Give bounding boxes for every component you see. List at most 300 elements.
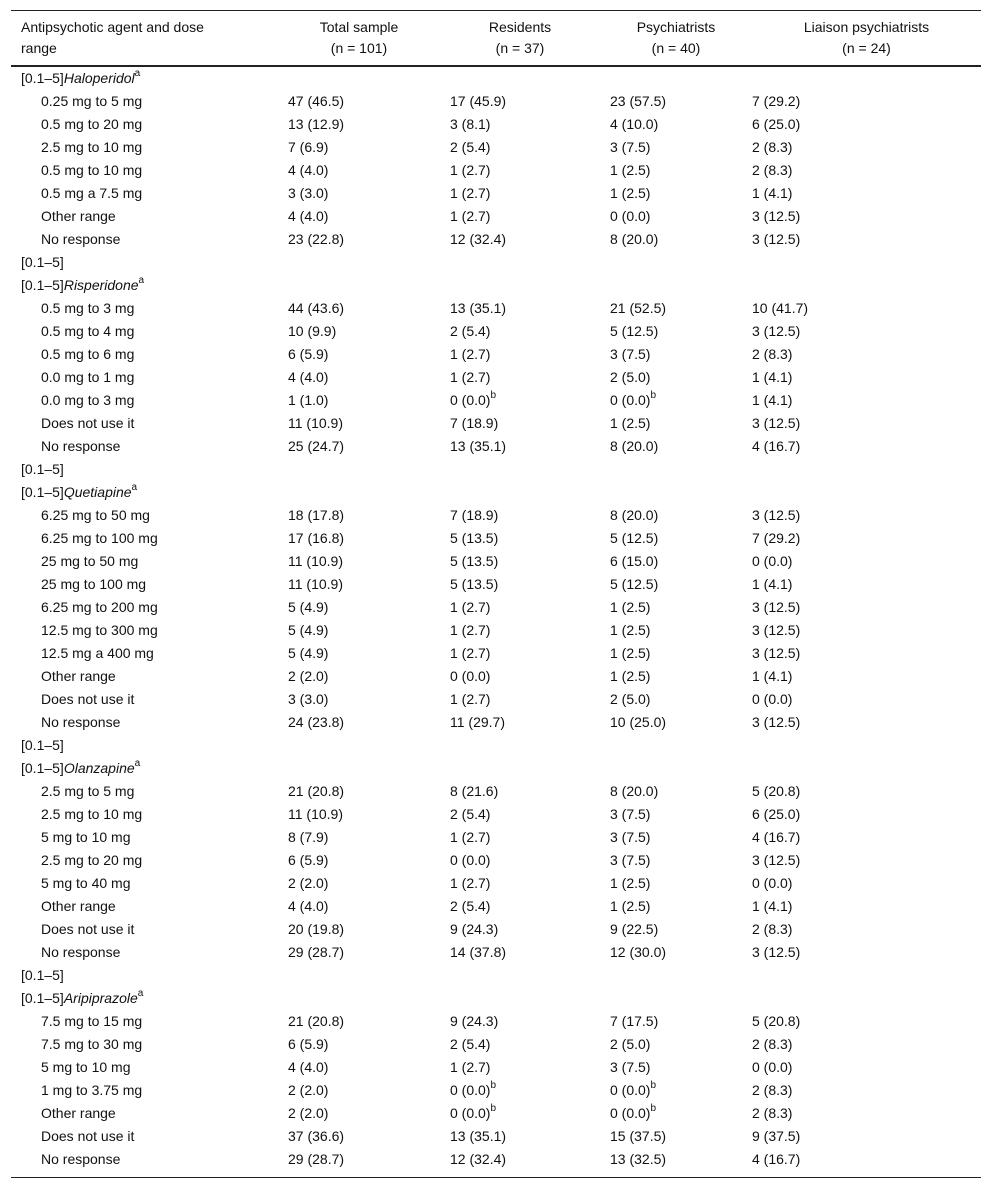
cell-value: 4 (4.0) [288, 898, 329, 914]
table-row [11, 665, 981, 688]
residents-cell [440, 136, 600, 159]
table-row [11, 412, 981, 435]
residents-cell [440, 803, 600, 826]
total-sample-cell [278, 895, 440, 918]
drug-heading [11, 66, 278, 90]
residents-cell [440, 1102, 600, 1125]
psychiatrists-cell [600, 435, 752, 458]
table-row [11, 688, 981, 711]
psychiatrists-cell [600, 136, 752, 159]
residents-cell [440, 389, 600, 412]
total-sample-cell [278, 803, 440, 826]
footnote-marker: b [490, 390, 497, 402]
cell-value: 3 (7.5) [610, 829, 651, 845]
dose-range-label: 0.5 mg a 7.5 mg [41, 185, 143, 201]
table-row [11, 711, 981, 734]
cell-value: 1 (2.7) [450, 691, 491, 707]
empty-cell [600, 964, 752, 987]
liaison-cell [752, 872, 981, 895]
liaison-cell [752, 366, 981, 389]
psychiatrists-cell [600, 895, 752, 918]
liaison-cell [752, 619, 981, 642]
table-row [11, 343, 981, 366]
cell-value: 3 (12.5) [752, 231, 801, 247]
cell-value: 9 (22.5) [610, 921, 659, 937]
dose-range-label: 1 mg to 3.75 mg [41, 1082, 143, 1098]
psychiatrists-cell [600, 228, 752, 251]
cell-value: 0 (0.0) [752, 1059, 793, 1075]
total-sample-cell [278, 688, 440, 711]
header-liaison-psychiatrists: Liaison psychiatrists (n = 24) [803, 19, 930, 56]
cell-value: 11 (29.7) [450, 714, 505, 730]
liaison-cell [752, 596, 981, 619]
cell-value: 3 (3.0) [288, 691, 329, 707]
cell-value: 1 (2.7) [450, 208, 491, 224]
cell-value: 13 (32.5) [610, 1151, 667, 1167]
cell-value: 2 (8.3) [752, 1105, 793, 1121]
liaison-cell [752, 1148, 981, 1178]
total-sample-cell [278, 1079, 440, 1102]
total-sample-cell [278, 596, 440, 619]
cell-value: 1 (2.5) [610, 898, 651, 914]
table-body [11, 66, 981, 1178]
drug-heading-row [11, 274, 981, 297]
empty-cell [600, 734, 752, 757]
total-sample-cell [278, 872, 440, 895]
footnote-marker: a [137, 988, 144, 1000]
cell-value: 1 (2.7) [450, 1059, 491, 1075]
group-separator-row [11, 251, 981, 274]
empty-cell [600, 274, 752, 297]
total-sample-cell [278, 412, 440, 435]
separator-prefix [11, 458, 278, 481]
liaison-cell [752, 389, 981, 412]
psychiatrists-cell [600, 803, 752, 826]
cell-value: 0 (0.0) [610, 1105, 651, 1121]
psychiatrists-cell [600, 205, 752, 228]
total-sample-cell [278, 205, 440, 228]
liaison-cell [752, 803, 981, 826]
cell-value: 3 (7.5) [610, 346, 651, 362]
table-row [11, 113, 981, 136]
dose-range-label: 0.0 mg to 1 mg [41, 369, 135, 385]
dose-range-label: 2.5 mg to 10 mg [41, 806, 143, 822]
cell-value: 29 (28.7) [288, 1151, 345, 1167]
table-row [11, 918, 981, 941]
total-sample-cell [278, 941, 440, 964]
cell-value: 1 (4.1) [752, 392, 793, 408]
footnote-marker: b [650, 1103, 657, 1115]
cell-value: 13 (35.1) [450, 438, 507, 454]
table-row [11, 228, 981, 251]
residents-cell [440, 941, 600, 964]
psychiatrists-cell [600, 596, 752, 619]
psychiatrists-cell [600, 182, 752, 205]
cell-value: 1 (2.7) [450, 346, 491, 362]
cell-value: 3 (7.5) [610, 852, 651, 868]
empty-cell [278, 66, 440, 90]
psychiatrists-cell [600, 320, 752, 343]
dose-range-label: 25 mg to 100 mg [41, 576, 147, 592]
table-row [11, 1033, 981, 1056]
total-sample-cell [278, 642, 440, 665]
header-residents: Residents (n = 37) [488, 19, 552, 56]
table-header [11, 11, 981, 67]
cell-value: 6 (25.0) [752, 806, 801, 822]
residents-cell [440, 205, 600, 228]
cell-value: 1 (4.1) [752, 369, 793, 385]
table-row [11, 366, 981, 389]
dose-range-label: 5 mg to 40 mg [41, 875, 131, 891]
residents-cell [440, 619, 600, 642]
empty-cell [600, 66, 752, 90]
cell-value: 5 (4.9) [288, 645, 329, 661]
psychiatrists-cell [600, 550, 752, 573]
psychiatrists-cell [600, 1033, 752, 1056]
cell-value: 2 (2.0) [288, 1105, 329, 1121]
empty-cell [752, 757, 981, 780]
antipsychotic-dose-table [11, 10, 981, 1178]
liaison-cell [752, 320, 981, 343]
cell-value: 1 (2.5) [610, 645, 651, 661]
cell-value: 4 (4.0) [288, 208, 329, 224]
cell-value: 5 (4.9) [288, 599, 329, 615]
dose-range-label: 7.5 mg to 15 mg [41, 1013, 143, 1029]
liaison-cell [752, 1125, 981, 1148]
liaison-cell [752, 159, 981, 182]
group-separator-row [11, 734, 981, 757]
cell-value: 2 (5.4) [450, 323, 491, 339]
cell-value: 11 (10.9) [288, 553, 343, 569]
residents-cell [440, 849, 600, 872]
cell-value: 13 (12.9) [288, 116, 345, 132]
footnote-marker: a [138, 275, 145, 287]
cell-value: 8 (20.0) [610, 231, 659, 247]
cell-value: 17 (16.8) [288, 530, 345, 546]
cell-value: 3 (12.5) [752, 507, 801, 523]
residents-cell [440, 320, 600, 343]
cell-value: 8 (7.9) [288, 829, 329, 845]
cell-value: 1 (1.0) [288, 392, 329, 408]
drug-heading [11, 481, 278, 504]
cell-value: 2 (2.0) [288, 875, 329, 891]
psychiatrists-cell [600, 665, 752, 688]
drug-name: Olanzapine [63, 760, 135, 776]
cell-value: 2 (5.0) [610, 1036, 651, 1052]
total-sample-cell [278, 1033, 440, 1056]
residents-cell [440, 895, 600, 918]
dose-range-label: 7.5 mg to 30 mg [41, 1036, 143, 1052]
psychiatrists-cell [600, 642, 752, 665]
cell-value: 13 (35.1) [450, 300, 507, 316]
table-row [11, 1102, 981, 1125]
cell-value: 1 (2.7) [450, 829, 491, 845]
footnote-marker: b [490, 1103, 497, 1115]
cell-value: 3 (7.5) [610, 1059, 651, 1075]
table-row [11, 941, 981, 964]
cell-value: 2 (5.0) [610, 691, 651, 707]
cell-value: 9 (24.3) [450, 1013, 499, 1029]
total-sample-cell [278, 113, 440, 136]
cell-value: 0 (0.0) [450, 852, 491, 868]
residents-cell [440, 642, 600, 665]
total-sample-cell [278, 1056, 440, 1079]
liaison-cell [752, 205, 981, 228]
empty-cell [278, 251, 440, 274]
cell-value: 0 (0.0) [450, 1105, 491, 1121]
drug-name: Quetiapine [63, 484, 132, 500]
liaison-cell [752, 918, 981, 941]
total-sample-cell [278, 90, 440, 113]
liaison-cell [752, 895, 981, 918]
total-sample-cell [278, 780, 440, 803]
footnote-marker: a [134, 68, 141, 80]
table-row [11, 895, 981, 918]
psychiatrists-cell [600, 1010, 752, 1033]
cell-value: 3 (12.5) [752, 323, 801, 339]
psychiatrists-cell [600, 113, 752, 136]
total-sample-cell [278, 1010, 440, 1033]
cell-value: 4 (16.7) [752, 438, 801, 454]
table-row [11, 1079, 981, 1102]
cell-value: 4 (16.7) [752, 1151, 801, 1167]
empty-cell [600, 481, 752, 504]
total-sample-cell [278, 435, 440, 458]
cell-value: 5 (12.5) [610, 530, 659, 546]
cell-value: 2 (2.0) [288, 1082, 329, 1098]
dose-range-label: 6.25 mg to 50 mg [41, 507, 150, 523]
cell-value: 12 (32.4) [450, 1151, 507, 1167]
cell-value: 25 (24.7) [288, 438, 345, 454]
cell-value: 3 (12.5) [752, 208, 801, 224]
cell-value: 11 (10.9) [288, 415, 343, 431]
cell-value: 1 (2.5) [610, 185, 651, 201]
cell-value: 3 (12.5) [752, 944, 801, 960]
psychiatrists-cell [600, 366, 752, 389]
table-row [11, 504, 981, 527]
range-prefix: [0.1–5] [21, 277, 64, 293]
table-row [11, 136, 981, 159]
empty-cell [600, 458, 752, 481]
cell-value: 47 (46.5) [288, 93, 345, 109]
total-sample-cell [278, 228, 440, 251]
footnote-marker: a [131, 482, 138, 494]
table-row [11, 182, 981, 205]
liaison-cell [752, 941, 981, 964]
drug-heading [11, 274, 278, 297]
cell-value: 9 (37.5) [752, 1128, 801, 1144]
header-agent: Antipsychotic agent and dose range [21, 19, 204, 56]
table-row [11, 619, 981, 642]
cell-value: 1 (2.7) [450, 162, 491, 178]
liaison-cell [752, 1033, 981, 1056]
table-row [11, 1056, 981, 1079]
cell-value: 29 (28.7) [288, 944, 345, 960]
dose-range-label: 0.5 mg to 10 mg [41, 162, 143, 178]
residents-cell [440, 1056, 600, 1079]
total-sample-cell [278, 1102, 440, 1125]
cell-value: 11 (10.9) [288, 806, 343, 822]
cell-value: 4 (4.0) [288, 369, 329, 385]
cell-value: 10 (9.9) [288, 323, 337, 339]
liaison-cell [752, 665, 981, 688]
residents-cell [440, 343, 600, 366]
cell-value: 5 (12.5) [610, 576, 659, 592]
empty-cell [278, 274, 440, 297]
psychiatrists-cell [600, 619, 752, 642]
psychiatrists-cell [600, 826, 752, 849]
cell-value: 14 (37.8) [450, 944, 507, 960]
cell-value: 1 (2.5) [610, 599, 651, 615]
range-prefix: [0.1–5] [21, 461, 64, 477]
residents-cell [440, 1148, 600, 1178]
empty-cell [752, 251, 981, 274]
empty-cell [278, 987, 440, 1010]
psychiatrists-cell [600, 343, 752, 366]
psychiatrists-cell [600, 918, 752, 941]
liaison-cell [752, 550, 981, 573]
cell-value: 0 (0.0) [610, 208, 651, 224]
table-row [11, 435, 981, 458]
table-row [11, 1125, 981, 1148]
dose-range-label: 12.5 mg to 300 mg [41, 622, 158, 638]
cell-value: 6 (25.0) [752, 116, 801, 132]
liaison-cell [752, 849, 981, 872]
cell-value: 7 (18.9) [450, 507, 499, 523]
psychiatrists-cell [600, 780, 752, 803]
dose-range-label: No response [41, 714, 121, 730]
empty-cell [752, 734, 981, 757]
empty-cell [600, 757, 752, 780]
cell-value: 17 (45.9) [450, 93, 507, 109]
range-prefix: [0.1–5] [21, 70, 64, 86]
empty-cell [278, 964, 440, 987]
cell-value: 21 (20.8) [288, 1013, 345, 1029]
table-row [11, 320, 981, 343]
psychiatrists-cell [600, 412, 752, 435]
cell-value: 0 (0.0) [752, 875, 793, 891]
liaison-cell [752, 688, 981, 711]
range-prefix: [0.1–5] [21, 990, 64, 1006]
drug-name: Haloperidol [63, 70, 135, 86]
cell-value: 1 (2.5) [610, 668, 651, 684]
table-row [11, 872, 981, 895]
table-row [11, 389, 981, 412]
psychiatrists-cell [600, 389, 752, 412]
empty-cell [440, 757, 600, 780]
drug-heading [11, 757, 278, 780]
total-sample-cell [278, 343, 440, 366]
empty-cell [600, 251, 752, 274]
cell-value: 1 (4.1) [752, 576, 793, 592]
psychiatrists-cell [600, 90, 752, 113]
total-sample-cell [278, 136, 440, 159]
dose-range-label: 6.25 mg to 100 mg [41, 530, 158, 546]
liaison-cell [752, 435, 981, 458]
residents-cell [440, 159, 600, 182]
residents-cell [440, 665, 600, 688]
cell-value: 8 (21.6) [450, 783, 499, 799]
cell-value: 1 (4.1) [752, 898, 793, 914]
dose-range-label: 2.5 mg to 5 mg [41, 783, 135, 799]
cell-value: 4 (4.0) [288, 1059, 329, 1075]
drug-heading-row [11, 757, 981, 780]
residents-cell [440, 1125, 600, 1148]
cell-value: 4 (16.7) [752, 829, 801, 845]
dose-range-label: 5 mg to 10 mg [41, 829, 131, 845]
separator-prefix [11, 734, 278, 757]
range-prefix: [0.1–5] [21, 737, 64, 753]
dose-range-label: 0.25 mg to 5 mg [41, 93, 143, 109]
psychiatrists-cell [600, 849, 752, 872]
cell-value: 3 (12.5) [752, 415, 801, 431]
empty-cell [440, 987, 600, 1010]
psychiatrists-cell [600, 1148, 752, 1178]
residents-cell [440, 826, 600, 849]
liaison-cell [752, 780, 981, 803]
liaison-cell [752, 412, 981, 435]
psychiatrists-cell [600, 1079, 752, 1102]
cell-value: 4 (4.0) [288, 162, 329, 178]
cell-value: 3 (7.5) [610, 806, 651, 822]
cell-value: 3 (12.5) [752, 852, 801, 868]
cell-value: 1 (2.5) [610, 162, 651, 178]
total-sample-cell [278, 849, 440, 872]
dose-range-label: No response [41, 231, 121, 247]
table-row [11, 642, 981, 665]
psychiatrists-cell [600, 1102, 752, 1125]
empty-cell [440, 481, 600, 504]
residents-cell [440, 504, 600, 527]
range-prefix: [0.1–5] [21, 967, 64, 983]
dose-range-label: Does not use it [41, 1128, 135, 1144]
residents-cell [440, 780, 600, 803]
cell-value: 3 (12.5) [752, 622, 801, 638]
liaison-cell [752, 573, 981, 596]
cell-value: 1 (2.7) [450, 875, 491, 891]
cell-value: 1 (2.5) [610, 415, 651, 431]
cell-value: 0 (0.0) [450, 392, 491, 408]
residents-cell [440, 90, 600, 113]
dose-range-label: 0.0 mg to 3 mg [41, 392, 135, 408]
dose-range-label: 12.5 mg a 400 mg [41, 645, 154, 661]
cell-value: 11 (10.9) [288, 576, 343, 592]
drug-heading-row [11, 481, 981, 504]
psychiatrists-cell [600, 297, 752, 320]
cell-value: 2 (8.3) [752, 346, 793, 362]
table-row [11, 573, 981, 596]
cell-value: 44 (43.6) [288, 300, 345, 316]
cell-value: 7 (17.5) [610, 1013, 659, 1029]
cell-value: 0 (0.0) [752, 691, 793, 707]
drug-heading-row [11, 66, 981, 90]
table-row [11, 205, 981, 228]
cell-value: 5 (20.8) [752, 1013, 801, 1029]
total-sample-cell [278, 918, 440, 941]
residents-cell [440, 366, 600, 389]
dose-range-label: No response [11, 1148, 278, 1178]
liaison-cell [752, 527, 981, 550]
dose-range-label: 0.5 mg to 3 mg [41, 300, 135, 316]
cell-value: 2 (5.4) [450, 806, 491, 822]
total-sample-cell [278, 159, 440, 182]
empty-cell [752, 458, 981, 481]
cell-value: 5 (13.5) [450, 553, 499, 569]
cell-value: 3 (12.5) [752, 599, 801, 615]
liaison-cell [752, 642, 981, 665]
psychiatrists-cell [600, 527, 752, 550]
empty-cell [440, 458, 600, 481]
